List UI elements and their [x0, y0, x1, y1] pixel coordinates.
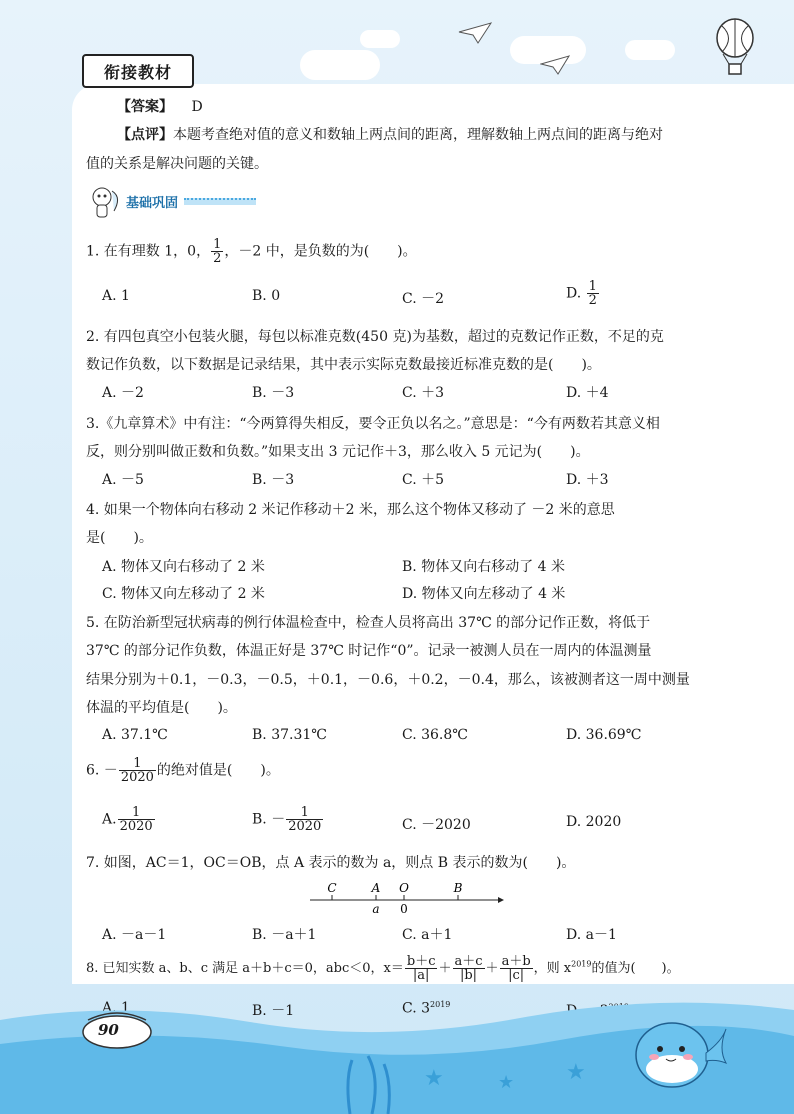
q1-fraction [211, 238, 223, 265]
question-4-line1: 4. 如果一个物体向右移动 2 米记作移动＋2 米，那么这个物体又移动了 －2 米的意思 [86, 502, 615, 518]
q6-option-a [102, 806, 156, 833]
q6-b-num: 1 [286, 806, 323, 820]
q6-b-den: 2020 [288, 819, 322, 834]
number-line-figure [300, 878, 506, 914]
squirrel-mascot-icon [88, 183, 122, 219]
q6-a-fraction [118, 806, 155, 833]
section-title: 基础巩固 [126, 195, 179, 211]
q1-option-c: C. －2 [402, 291, 445, 307]
question-3-line2: 反，则分别叫做正数和负数。”如果支出 3 元记作＋3，那么收入 5 元记为( )。 [86, 444, 590, 460]
comment-label: 【点评】 [117, 127, 173, 143]
q6-stem-b: 的绝对值是( )。 [156, 762, 280, 779]
question-7-stem: 7. 如图，AC＝1，OC＝OB，点 A 表示的数为 a，则点 B 表示的数为( )。 [86, 855, 576, 871]
question-1-stem [86, 238, 417, 265]
label-o: O [399, 881, 409, 895]
q6-frac-num: 1 [119, 757, 156, 771]
header-tag: 衔接教材 [82, 54, 194, 88]
cloud [625, 40, 675, 60]
q6-b-fraction [286, 806, 323, 833]
q8-stem-a: 8. 已知实数 a、b、c 满足 a＋b＋c＝0，abc＜0，x＝ [86, 961, 404, 976]
question-6-stem [86, 757, 280, 784]
whale-mascot-icon [630, 1005, 730, 1095]
paper-plane-icon [458, 22, 492, 44]
question-5-line4: 体温的平均值是( )。 [86, 700, 237, 716]
q1-option-d [566, 280, 600, 307]
q2-option-b: B. －3 [252, 385, 295, 401]
q6-a-num: 1 [118, 806, 155, 820]
q2-option-c: C. ＋3 [402, 385, 445, 401]
q5-option-b: B. 37.31℃ [252, 727, 327, 743]
section-divider [184, 198, 256, 205]
comment-text: 本题考查绝对值的意义和数轴上两点间的距离，理解数轴上两点间的距离与绝对 [173, 127, 663, 143]
question-2-line2: 数记作负数，以下数据是记录结果，其中表示实际克数最接近标准克数的是( )。 [86, 357, 601, 373]
q1-d-fraction [587, 280, 599, 307]
q8-c-exp: 2019 [430, 1000, 451, 1009]
question-3-line1: 3.《九章算术》中有注：“今两算得失相反，要令正负以名之。”意思是：“今有两数若其意义相 [86, 416, 660, 432]
q8-f1-num: b＋c [406, 954, 436, 969]
q1-frac-num: 1 [213, 237, 222, 252]
page-number-badge [80, 1010, 154, 1050]
answer-label: 【答案】 [117, 99, 173, 115]
q1-stem-a: 1. 在有理数 1，0， [86, 243, 211, 260]
question-5-line1: 5. 在防治新型冠状病毒的例行体温检查中，检查人员将高出 37℃ 的部分记作正数，将低于 [86, 615, 651, 631]
question-4-line2: 是( )。 [86, 530, 153, 546]
label-a-value: a [372, 902, 380, 914]
q4-option-b: B. 物体又向右移动了 4 米 [402, 559, 565, 575]
q8-f2-den: |b| [459, 968, 478, 983]
q8-f1-den: |a| [412, 968, 430, 983]
q2-option-d: D. ＋4 [566, 385, 609, 401]
hot-air-balloon-icon [712, 18, 758, 78]
q6-fraction [119, 757, 156, 784]
q6-b-label: B. － [252, 811, 286, 828]
q5-option-d: D. 36.69℃ [566, 727, 642, 743]
paper-plane-icon [540, 55, 570, 75]
label-zero: 0 [400, 902, 408, 914]
q8-option-b: B. －1 [252, 1003, 295, 1019]
q4-option-a: A. 物体又向右移动了 2 米 [102, 559, 265, 575]
q1-frac-den: 2 [213, 251, 222, 266]
q6-option-b [252, 806, 324, 833]
q1-d-den: 2 [588, 293, 597, 308]
q1-d-label: D. [566, 285, 586, 302]
question-5-line3: 结果分别为＋0.1，－0.3，－0.5，＋0.1，－0.6，＋0.2，－0.4，那么，该被测者这一周中测量 [86, 672, 690, 688]
q8-plus-2: ＋ [485, 961, 499, 976]
content-panel [72, 84, 794, 984]
q1-option-a: A. 1 [102, 288, 130, 304]
q8-f3-den: |c| [508, 968, 525, 983]
q8-option-a: A. 1 [102, 1000, 130, 1016]
label-b: B [453, 881, 463, 895]
q8-exponent: 2019 [571, 959, 592, 969]
q4-option-d: D. 物体又向左移动了 4 米 [402, 586, 566, 602]
q8-f3-num: a＋b [501, 954, 531, 969]
q2-option-a: A. －2 [102, 385, 144, 401]
q3-option-b: B. －3 [252, 472, 295, 488]
q7-option-c: C. a＋1 [402, 927, 453, 943]
q8-stem-b: ，则 x [533, 961, 572, 976]
number-line-arrow [498, 897, 504, 903]
starfish-icon: ★ [566, 1060, 586, 1085]
q3-option-a: A. －5 [102, 472, 144, 488]
answer-value: D [191, 99, 203, 115]
q3-option-d: D. ＋3 [566, 472, 609, 488]
q6-frac-den: 2020 [120, 770, 154, 785]
q4-option-c: C. 物体又向左移动了 2 米 [102, 586, 265, 602]
q8-f2-num: a＋c [454, 954, 483, 969]
q6-option-c: C. －2020 [402, 817, 471, 833]
q1-stem-b: ，－2 中，是负数的为( )。 [224, 243, 417, 260]
q8-c-base: C. 3 [402, 1000, 431, 1017]
page-number: 90 [98, 1021, 119, 1039]
q7-option-a: A. －a－1 [102, 927, 167, 943]
q7-option-d: D. a－1 [566, 927, 617, 943]
comment-line [117, 124, 663, 144]
q8-plus-1: ＋ [438, 961, 452, 976]
cloud [360, 30, 400, 48]
label-a: A [371, 881, 381, 895]
cloud [300, 50, 380, 80]
starfish-icon: ★ [498, 1072, 515, 1093]
answer-line [117, 96, 203, 116]
q1-option-b: B. 0 [252, 288, 281, 304]
q6-option-d: D. 2020 [566, 814, 622, 830]
starfish-icon: ★ [424, 1066, 444, 1091]
q5-option-a: A. 37.1℃ [102, 727, 168, 743]
section-header [88, 183, 256, 219]
q1-d-num: 1 [588, 279, 597, 294]
comment-continuation: 值的关系是解决问题的关键。 [86, 156, 268, 172]
q7-option-b: B. －a＋1 [252, 927, 317, 943]
q3-option-c: C. ＋5 [402, 472, 445, 488]
q8-stem-c: 的值为( )。 [591, 961, 680, 976]
question-5-line2: 37℃ 的部分记作负数，体温正好是 37℃ 时记作“0”。记录一被测人员在一周内的体温测量 [86, 643, 652, 659]
q6-stem-a: 6. － [86, 762, 118, 779]
label-c: C [327, 881, 337, 895]
question-2-line1: 2. 有四包真空小包装火腿，每包以标准克数(450 克)为基数，超过的克数记作正数，不足的克 [86, 329, 664, 345]
q6-a-den: 2020 [119, 819, 153, 834]
q6-a-label: A. [102, 811, 117, 828]
q5-option-c: C. 36.8℃ [402, 727, 468, 743]
